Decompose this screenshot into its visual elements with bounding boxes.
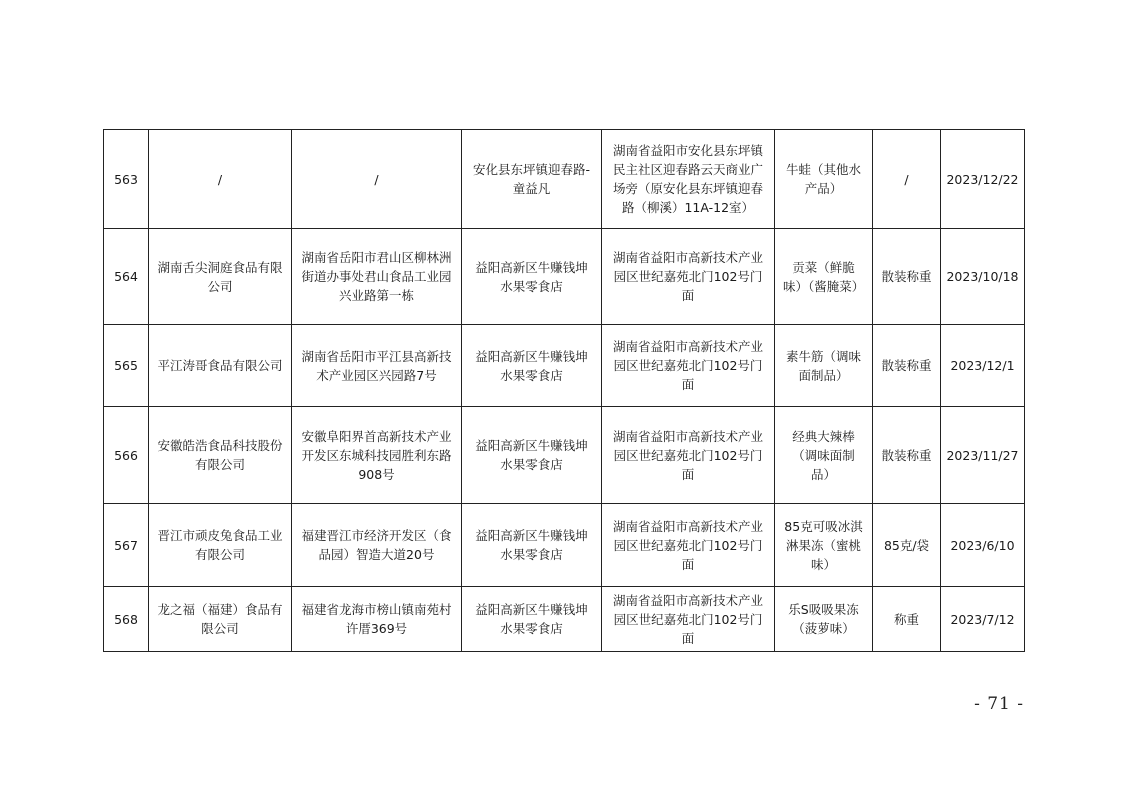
producer-address: 湖南省岳阳市平江县高新技术产业园区兴园路7号 xyxy=(292,325,462,407)
page-number: - 71 - xyxy=(974,694,1024,714)
product-name: 牛蛙（其他水产品） xyxy=(775,130,873,229)
table-row xyxy=(104,504,1025,587)
row-number: 566 xyxy=(104,407,149,504)
table-row xyxy=(104,407,1025,504)
row-number: 564 xyxy=(104,229,149,325)
producer-name: 安徽皓浩食品科技股份有限公司 xyxy=(149,407,292,504)
seller-address: 湖南省益阳市高新技术产业园区世纪嘉苑北门102号门面 xyxy=(602,325,775,407)
row-number: 565 xyxy=(104,325,149,407)
production-date: 2023/11/27 xyxy=(941,407,1025,504)
production-date: 2023/7/12 xyxy=(941,587,1025,652)
producer-address: 福建省龙海市榜山镇南苑村许厝369号 xyxy=(292,587,462,652)
seller-address: 湖南省益阳市安化县东坪镇民主社区迎春路云天商业广场旁（原安化县东坪镇迎春路（柳溪）11A-12室） xyxy=(602,130,775,229)
row-number: 568 xyxy=(104,587,149,652)
seller-address: 湖南省益阳市高新技术产业园区世纪嘉苑北门102号门面 xyxy=(602,587,775,652)
row-number: 567 xyxy=(104,504,149,587)
product-spec: 称重 xyxy=(873,587,941,652)
producer-address: / xyxy=(292,130,462,229)
seller-address: 湖南省益阳市高新技术产业园区世纪嘉苑北门102号门面 xyxy=(602,229,775,325)
seller-address: 湖南省益阳市高新技术产业园区世纪嘉苑北门102号门面 xyxy=(602,407,775,504)
product-spec: 散装称重 xyxy=(873,229,941,325)
product-spec: / xyxy=(873,130,941,229)
seller-name: 益阳高新区牛赚钱坤水果零食店 xyxy=(462,407,602,504)
product-name: 85克可吸冰淇淋果冻（蜜桃味） xyxy=(775,504,873,587)
production-date: 2023/10/18 xyxy=(941,229,1025,325)
product-spec: 散装称重 xyxy=(873,325,941,407)
row-number: 563 xyxy=(104,130,149,229)
production-date: 2023/12/1 xyxy=(941,325,1025,407)
table-row xyxy=(104,130,1025,229)
seller-name: 益阳高新区牛赚钱坤水果零食店 xyxy=(462,504,602,587)
sampling-table xyxy=(103,129,1025,652)
producer-name: / xyxy=(149,130,292,229)
table-row xyxy=(104,325,1025,407)
product-name: 乐S吸吸果冻（菠萝味） xyxy=(775,587,873,652)
producer-name: 湖南舌尖洞庭食品有限公司 xyxy=(149,229,292,325)
product-spec: 散装称重 xyxy=(873,407,941,504)
seller-name: 益阳高新区牛赚钱坤水果零食店 xyxy=(462,229,602,325)
product-name: 素牛筋（调味面制品） xyxy=(775,325,873,407)
seller-name: 益阳高新区牛赚钱坤水果零食店 xyxy=(462,325,602,407)
product-spec: 85克/袋 xyxy=(873,504,941,587)
table-row xyxy=(104,587,1025,652)
product-name: 贡菜（鲜脆味）（酱腌菜） xyxy=(775,229,873,325)
producer-address: 安徽阜阳界首高新技术产业开发区东城科技园胜利东路908号 xyxy=(292,407,462,504)
table-row xyxy=(104,229,1025,325)
producer-address: 湖南省岳阳市君山区柳林洲街道办事处君山食品工业园兴业路第一栋 xyxy=(292,229,462,325)
seller-name: 安化县东坪镇迎春路-童益凡 xyxy=(462,130,602,229)
production-date: 2023/12/22 xyxy=(941,130,1025,229)
production-date: 2023/6/10 xyxy=(941,504,1025,587)
seller-address: 湖南省益阳市高新技术产业园区世纪嘉苑北门102号门面 xyxy=(602,504,775,587)
producer-name: 龙之福（福建）食品有限公司 xyxy=(149,587,292,652)
table-body xyxy=(104,130,1025,652)
product-name: 经典大辣棒（调味面制品） xyxy=(775,407,873,504)
producer-name: 晋江市顽皮兔食品工业有限公司 xyxy=(149,504,292,587)
producer-address: 福建晋江市经济开发区（食品园）智造大道20号 xyxy=(292,504,462,587)
seller-name: 益阳高新区牛赚钱坤水果零食店 xyxy=(462,587,602,652)
producer-name: 平江涛哥食品有限公司 xyxy=(149,325,292,407)
